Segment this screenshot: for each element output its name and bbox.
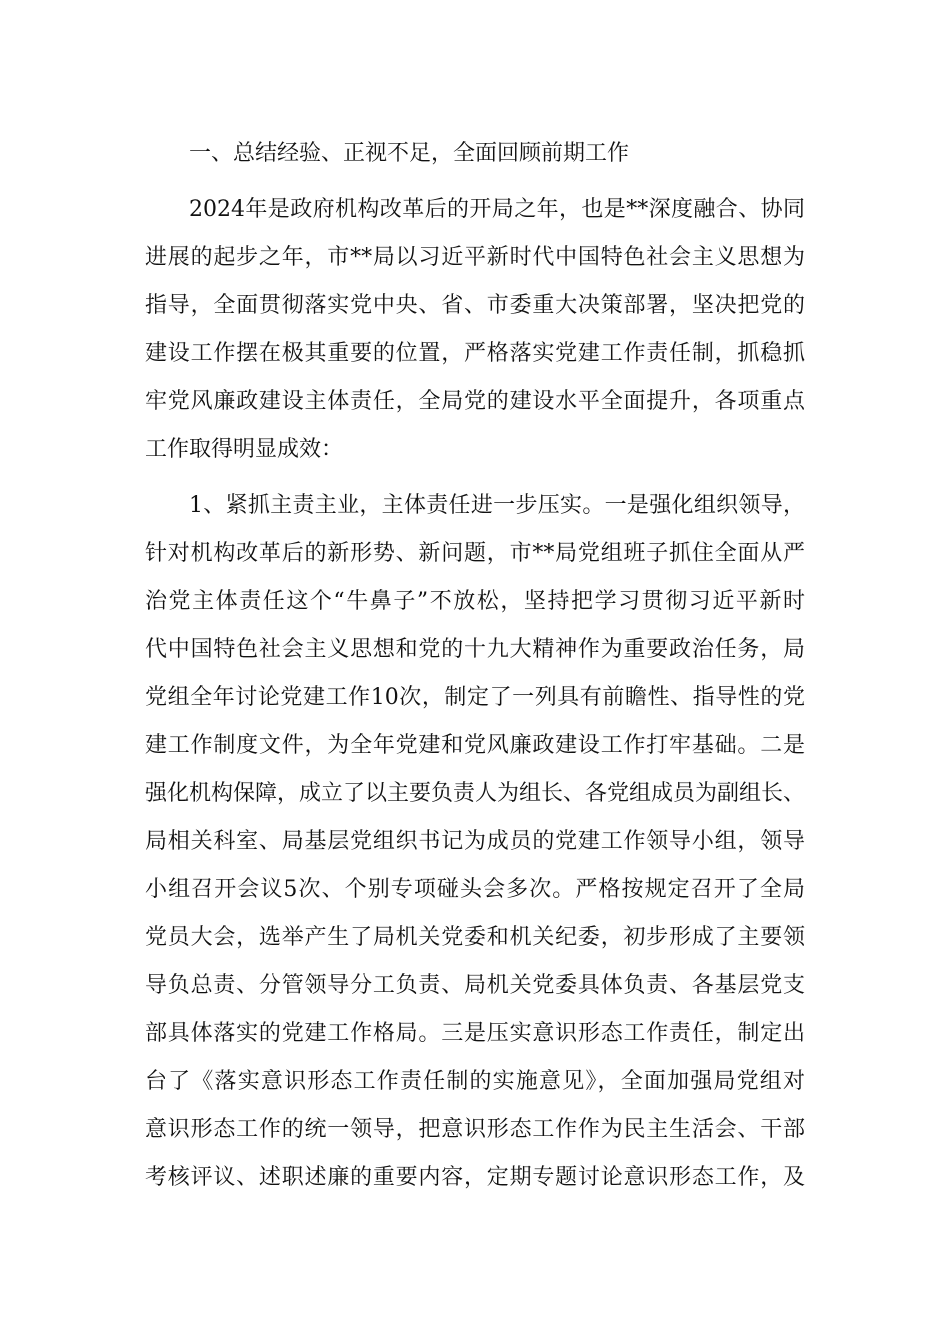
paragraph-line: 指导，全面贯彻落实党中央、省、市委重大决策部署，坚决把党的 (145, 293, 805, 318)
spacer (145, 178, 805, 186)
paragraph-line: 意识形态工作的统一领导，把意识形态工作作为民主生活会、干部 (145, 1117, 805, 1142)
paragraph-line: 考核评议、述职述廉的重要内容，定期专题讨论意识形态工作，及 (145, 1165, 805, 1190)
paragraph-line: 导负总责、分管领导分工负责、局机关党委具体负责、各基层党支 (145, 973, 805, 998)
paragraph-line: 党组全年讨论党建工作10次，制定了一列具有前瞻性、指导性的党 (145, 685, 805, 710)
spacer (145, 474, 805, 482)
paragraph-line: 台了《落实意识形态工作责任制的实施意见》，全面加强局党组对 (145, 1069, 805, 1094)
paragraph-line: 部具体落实的党建工作格局。三是压实意识形态工作责任，制定出 (145, 1021, 805, 1046)
paragraph-line: 党员大会，选举产生了局机关党委和机关纪委，初步形成了主要领 (145, 925, 805, 950)
paragraph-line: 建工作制度文件，为全年党建和党风廉政建设工作打牢基础。二是 (145, 733, 805, 758)
paragraph-1 (145, 186, 805, 474)
paragraph-line: 小组召开会议5次、个别专项碰头会多次。严格按规定召开了全局 (145, 877, 805, 902)
paragraph-line: 针对机构改革后的新形势、新问题，市**局党组班子抓住全面从严 (145, 541, 805, 566)
paragraph-line: 建设工作摆在极其重要的位置，严格落实党建工作责任制，抓稳抓 (145, 341, 805, 366)
document-body (145, 130, 805, 1202)
paragraph-line: 治党主体责任这个“牛鼻子”不放松，坚持把学习贯彻习近平新时 (145, 589, 805, 614)
paragraph-line: 进展的起步之年，市**局以习近平新时代中国特色社会主义思想为 (145, 245, 805, 270)
paragraph-line: 工作取得明显成效： (145, 437, 344, 462)
paragraph-line: 牢党风廉政建设主体责任，全局党的建设水平全面提升，各项重点 (145, 389, 805, 414)
paragraph-line: 代中国特色社会主义思想和党的十九大精神作为重要政治任务，局 (145, 637, 805, 662)
paragraph-line: 1、紧抓主责主业，主体责任进一步压实。一是强化组织领导， (189, 493, 805, 518)
section-heading: 一、总结经验、正视不足，全面回顾前期工作 (189, 141, 630, 166)
paragraph-line: 局相关科室、局基层党组织书记为成员的党建工作领导小组，领导 (145, 829, 805, 854)
paragraph-2 (145, 482, 805, 1202)
paragraph-line: 2024年是政府机构改革后的开局之年，也是**深度融合、协同 (189, 197, 805, 222)
paragraph-line: 强化机构保障，成立了以主要负责人为组长、各党组成员为副组长、 (145, 781, 806, 806)
